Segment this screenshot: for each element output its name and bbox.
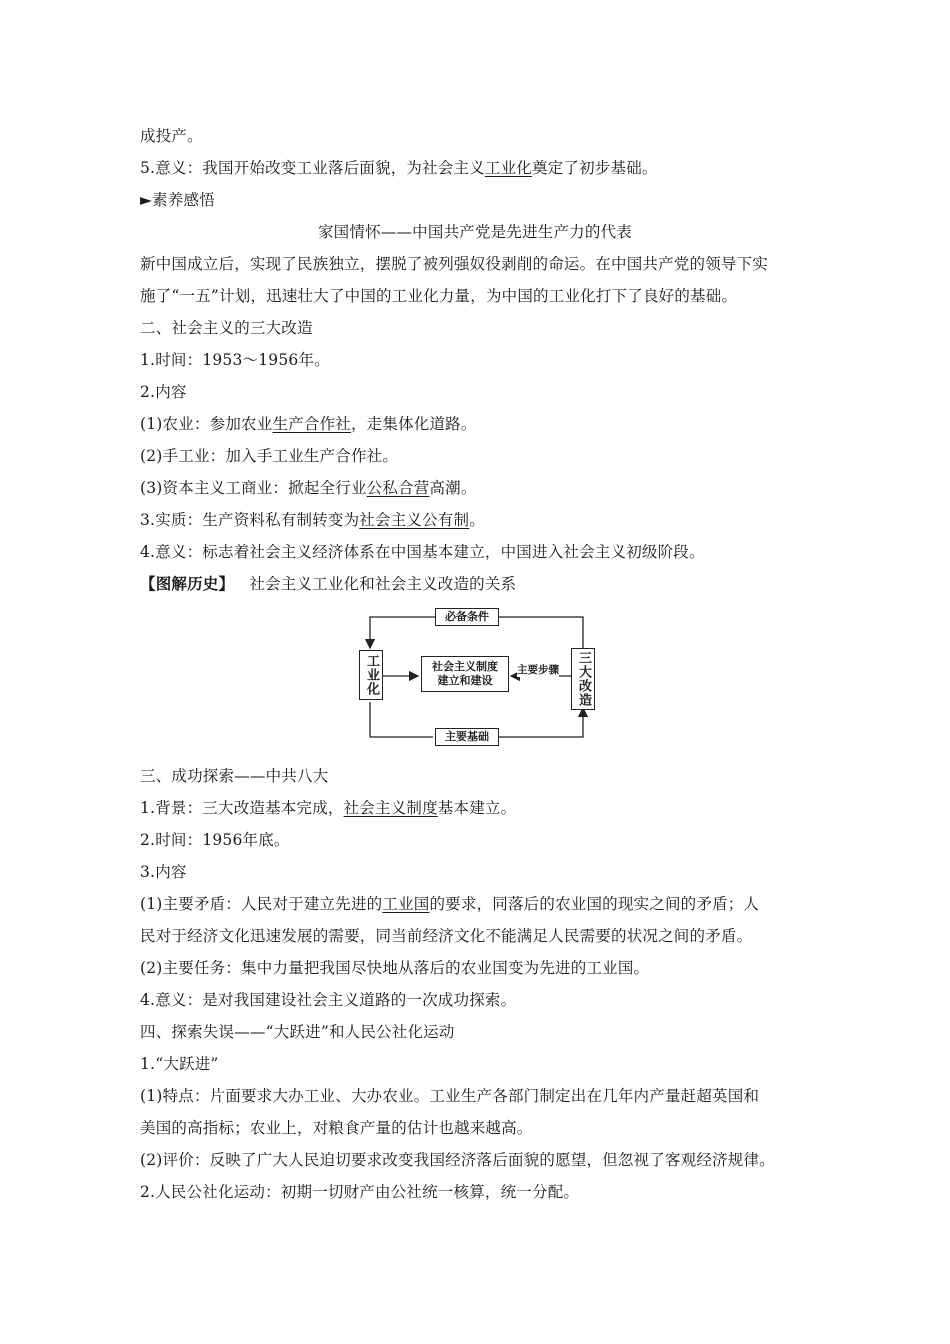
text-line: [140, 894, 759, 914]
text-line: (2)主要任务：集中力量把我国尽快地从落后的农业国变为先进的工业国。: [140, 959, 650, 977]
text-segment: 。: [469, 511, 485, 529]
text-segment: 3.实质：生产资料私有制转变为: [140, 511, 360, 529]
caption-tag: 【图解历史】: [140, 574, 235, 593]
text-line: 民对于经济文化迅速发展的需要，同当前经济文化不能满足人民需要的状况之间的矛盾。: [140, 927, 753, 945]
underlined-term: 工业化: [484, 159, 532, 177]
text-line: [140, 478, 477, 498]
text-line: (1)特点：片面要求大办工业、大办农业。工业生产各部门制定出在几年内产量赶超英国和: [140, 1087, 760, 1105]
underlined-term: 生产合作社: [272, 415, 351, 433]
paragraph-line: 施了“一五”计划，迅速壮大了中国的工业化力量，为中国的工业化打下了良好的基础。: [140, 287, 738, 305]
text-line: 2.人民公社化运动：初期一切财产由公社统一核算，统一分配。: [140, 1183, 580, 1201]
underlined-term: 公私合营: [366, 479, 430, 497]
text-segment: (1)主要矛盾：人民对于建立先进的: [140, 895, 383, 913]
text-line: [140, 510, 485, 530]
relationship-diagram: [359, 604, 599, 750]
text-line: [140, 414, 477, 434]
text-line: 3.内容: [140, 863, 187, 881]
text-line: 2.内容: [140, 383, 187, 401]
text-segment: (3)资本主义工商业：掀起全行业: [140, 479, 367, 497]
section-heading: 四、探索失误——“大跃进”和人民公社化运动: [140, 1023, 455, 1041]
underlined-term: 工业国: [382, 895, 430, 913]
socialist-system-box: 社会主义制度建立和建设: [421, 656, 509, 692]
text-line: 2.时间：1956年底。: [140, 831, 290, 849]
text-line: 4.意义：是对我国建设社会主义道路的一次成功探索。: [140, 991, 517, 1009]
text-segment: 高潮。: [429, 479, 477, 497]
text-line: (2)评价：反映了广大人民迫切要求改变我国经济落后面貌的愿望，但忽视了客观经济规律。: [140, 1151, 775, 1169]
three-transformations-box: 三大改造: [571, 648, 595, 710]
section-heading: 三、成功探索——中共八大: [140, 767, 329, 785]
text-segment: ，走集体化道路。: [350, 415, 477, 433]
necessary-condition-label: 必备条件: [435, 608, 499, 626]
underlined-term: 社会主义制度: [343, 799, 438, 817]
text-segment: 1.背景：三大改造基本完成，: [140, 799, 344, 817]
text-segment: 基本建立。: [437, 799, 517, 817]
paragraph-line: 新中国成立后，实现了民族独立，摆脱了被列强奴役剥削的命运。在中国共产党的领导下实: [140, 255, 769, 273]
underlined-term: 社会主义公有制: [359, 511, 470, 529]
industrialization-box: 工业化: [359, 650, 383, 700]
text-line: 1.“大跃进”: [140, 1055, 219, 1073]
subsection-title: 家国情怀——中国共产党是先进生产力的代表: [317, 223, 632, 241]
text-segment: 5.意义：我国开始改变工业落后面貌，为社会主义: [140, 159, 485, 177]
text-line: 4.意义：标志着社会主义经济体系在中国基本建立，中国进入社会主义初级阶段。: [140, 543, 705, 561]
text-segment: 的要求，同落后的农业国的现实之间的矛盾；人: [429, 895, 760, 913]
text-segment: 奠定了初步基础。: [532, 159, 658, 177]
caption-text: 社会主义工业化和社会主义改造的关系: [249, 575, 517, 593]
diagram-caption: [140, 574, 516, 594]
main-step-label: 主要步骤: [517, 664, 559, 676]
significance-line: [140, 158, 658, 178]
text-segment: (1)农业：参加农业: [140, 415, 273, 433]
text-line: 成投产。: [140, 127, 203, 145]
text-line: 1.时间：1953～1956年。: [140, 351, 330, 369]
text-line: [140, 798, 516, 818]
section-marker: ►素养感悟: [140, 191, 215, 209]
text-line: 美国的高指标；农业上，对粮食产量的估计也越来越高。: [140, 1119, 533, 1137]
section-heading: 二、社会主义的三大改造: [140, 319, 313, 337]
text-line: (2)手工业：加入手工业生产合作社。: [140, 447, 399, 465]
main-foundation-label: 主要基础: [435, 728, 499, 746]
